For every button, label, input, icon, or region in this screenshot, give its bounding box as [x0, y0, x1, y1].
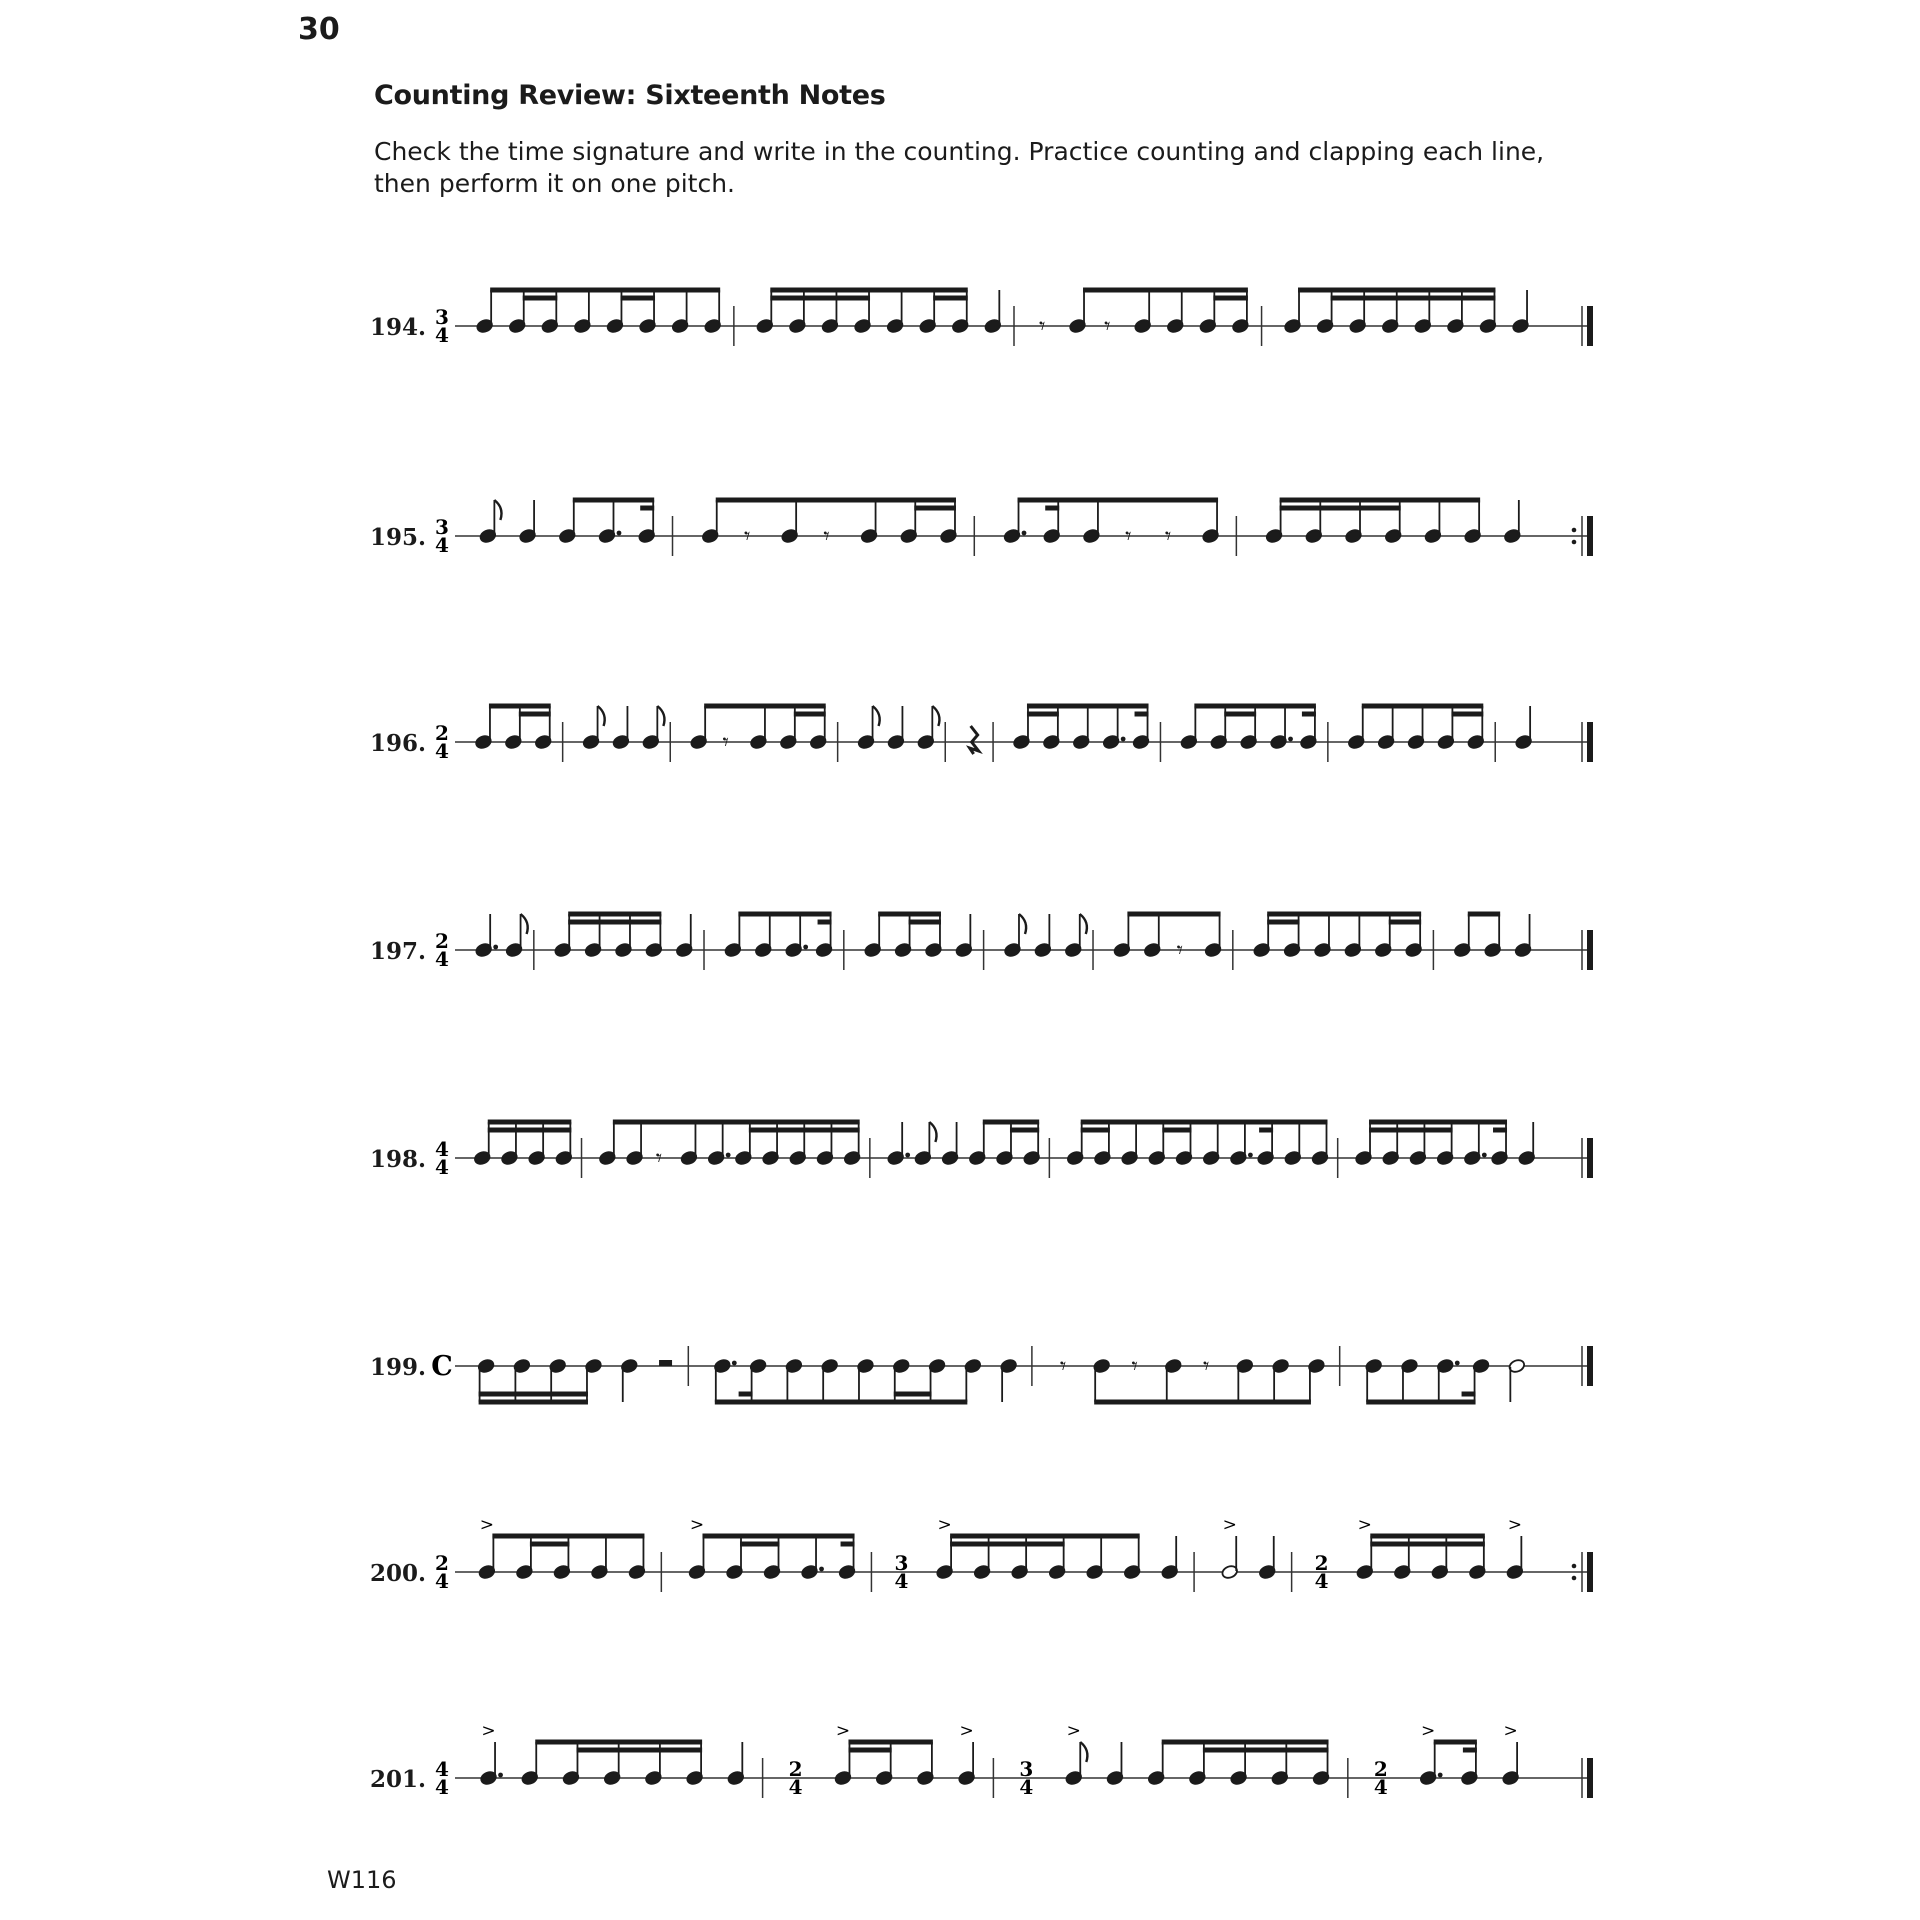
eighth-rest: 𝄾 — [655, 1144, 663, 1172]
accent-mark: > — [1421, 1721, 1436, 1741]
augmentation-dot — [726, 1153, 731, 1158]
half-rest — [659, 1360, 672, 1366]
accent-mark: > — [1507, 1515, 1522, 1535]
page-number: 30 — [298, 12, 340, 47]
eighth-rest: 𝄾 — [1176, 936, 1184, 964]
time-sig-bottom: 4 — [788, 1775, 803, 1799]
augmentation-dot — [1121, 737, 1126, 742]
accent-mark: > — [1222, 1515, 1237, 1535]
repeat-dot — [1572, 1564, 1577, 1569]
eighth-rest: 𝄾 — [1038, 312, 1046, 340]
repeat-dot — [1572, 528, 1577, 533]
final-barline-thick — [1587, 306, 1593, 346]
exercise-line — [370, 1515, 1593, 1593]
eighth-rest: 𝄾 — [1131, 1352, 1138, 1380]
time-sig-top: 2 — [435, 1551, 449, 1575]
time-sig-top: 3 — [435, 305, 449, 329]
accent-mark: > — [481, 1721, 496, 1741]
section-title: Counting Review: Sixteenth Notes — [374, 80, 886, 111]
time-sig-bottom: 4 — [435, 1569, 449, 1593]
eighth-rest: 𝄾 — [1125, 522, 1132, 550]
time-sig-bottom: 4 — [435, 947, 449, 971]
eighth-rest: 𝄾 — [1203, 1352, 1210, 1380]
eighth-rest: 𝄾 — [823, 522, 830, 550]
note-flag — [1080, 914, 1087, 934]
time-sig-top: 2 — [1314, 1551, 1329, 1575]
time-sig-bottom: 4 — [1019, 1775, 1034, 1799]
final-barline-thick — [1587, 516, 1593, 556]
exercise-number: 198. — [370, 1146, 427, 1173]
augmentation-dot — [1288, 737, 1293, 742]
augmentation-dot — [1482, 1153, 1487, 1158]
final-barline-thick — [1587, 1346, 1593, 1386]
note-flag — [657, 706, 664, 726]
repeat-dot — [1572, 1576, 1577, 1581]
note-flag — [494, 500, 501, 520]
note-flag — [1019, 914, 1026, 934]
time-sig-top: 3 — [435, 515, 449, 539]
exercise-line — [370, 1122, 1593, 1179]
accent-mark: > — [937, 1515, 952, 1535]
final-barline-thick — [1587, 1552, 1593, 1592]
final-barline-thick — [1587, 930, 1593, 970]
final-barline-thick — [1587, 1138, 1593, 1178]
note-flag — [929, 1122, 936, 1142]
time-sig-top: 4 — [435, 1757, 449, 1781]
exercise-number: 199. — [370, 1354, 427, 1381]
note-flag — [873, 706, 880, 726]
augmentation-dot — [498, 1773, 503, 1778]
augmentation-dot — [803, 945, 808, 950]
time-sig-top: 2 — [1373, 1757, 1388, 1781]
time-sig-bottom: 4 — [435, 739, 449, 763]
eighth-rest: 𝄾 — [1104, 312, 1111, 340]
augmentation-dot — [905, 1153, 910, 1158]
footer-code: W116 — [327, 1866, 397, 1894]
augmentation-dot — [1022, 531, 1027, 536]
instructions: Check the time signature and write in the counting. Practice counting and clapping each line, then perform it on one pitch. — [374, 137, 1545, 198]
accent-mark: > — [689, 1515, 705, 1535]
accent-mark: > — [835, 1721, 851, 1741]
augmentation-dot — [1438, 1773, 1443, 1778]
augmentation-dot — [1248, 1153, 1253, 1158]
time-sig-top: 2 — [435, 721, 449, 745]
final-barline-thick — [1587, 1758, 1593, 1798]
accent-mark: > — [959, 1721, 974, 1741]
repeat-dot — [1572, 540, 1577, 545]
time-sig-top: 2 — [435, 929, 449, 953]
accent-mark: > — [1357, 1515, 1372, 1535]
time-sig-top: 3 — [1019, 1757, 1034, 1781]
time-sig-bottom: 4 — [894, 1569, 909, 1593]
exercise-number: 194. — [370, 314, 427, 341]
time-sig-bottom: 4 — [435, 1775, 449, 1799]
time-sig-top: 4 — [435, 1137, 449, 1161]
augmentation-dot — [1455, 1361, 1460, 1366]
eighth-rest: 𝄾 — [1059, 1352, 1067, 1380]
exercise-number: 196. — [370, 730, 427, 757]
accent-mark: > — [1066, 1721, 1081, 1741]
augmentation-dot — [819, 1567, 824, 1572]
augmentation-dot — [617, 531, 622, 536]
accent-mark: > — [479, 1515, 495, 1535]
eighth-rest: 𝄾 — [1164, 522, 1172, 550]
time-sig-bottom: 4 — [435, 533, 449, 557]
note-flag — [1080, 1742, 1087, 1762]
exercise-line — [370, 1721, 1593, 1799]
time-sig-bottom: 4 — [1314, 1569, 1329, 1593]
augmentation-dot — [493, 945, 498, 950]
exercise-line — [370, 500, 1593, 557]
exercise-number: 201. — [370, 1766, 427, 1793]
augmentation-dot — [732, 1361, 737, 1366]
time-sig-bottom: 4 — [1373, 1775, 1388, 1799]
time-sig-top: 3 — [894, 1551, 909, 1575]
note-flag — [932, 706, 939, 726]
exercise-number: 197. — [370, 938, 427, 965]
common-time: C — [431, 1351, 453, 1382]
time-sig-bottom: 4 — [435, 323, 449, 347]
final-barline-thick — [1587, 722, 1593, 762]
exercise-line — [370, 290, 1593, 347]
eighth-rest: 𝄾 — [722, 728, 729, 756]
time-sig-bottom: 4 — [435, 1155, 449, 1179]
note-flag — [598, 706, 605, 726]
accent-mark: > — [1503, 1721, 1518, 1741]
eighth-rest: 𝄾 — [743, 522, 751, 550]
exercise-line — [370, 914, 1593, 971]
time-sig-top: 2 — [788, 1757, 803, 1781]
exercise-number: 195. — [370, 524, 427, 551]
exercise-line — [370, 1346, 1593, 1402]
quarter-rest — [970, 726, 979, 754]
exercise-line — [370, 706, 1593, 763]
exercise-number: 200. — [370, 1560, 427, 1587]
note-flag — [521, 914, 528, 934]
